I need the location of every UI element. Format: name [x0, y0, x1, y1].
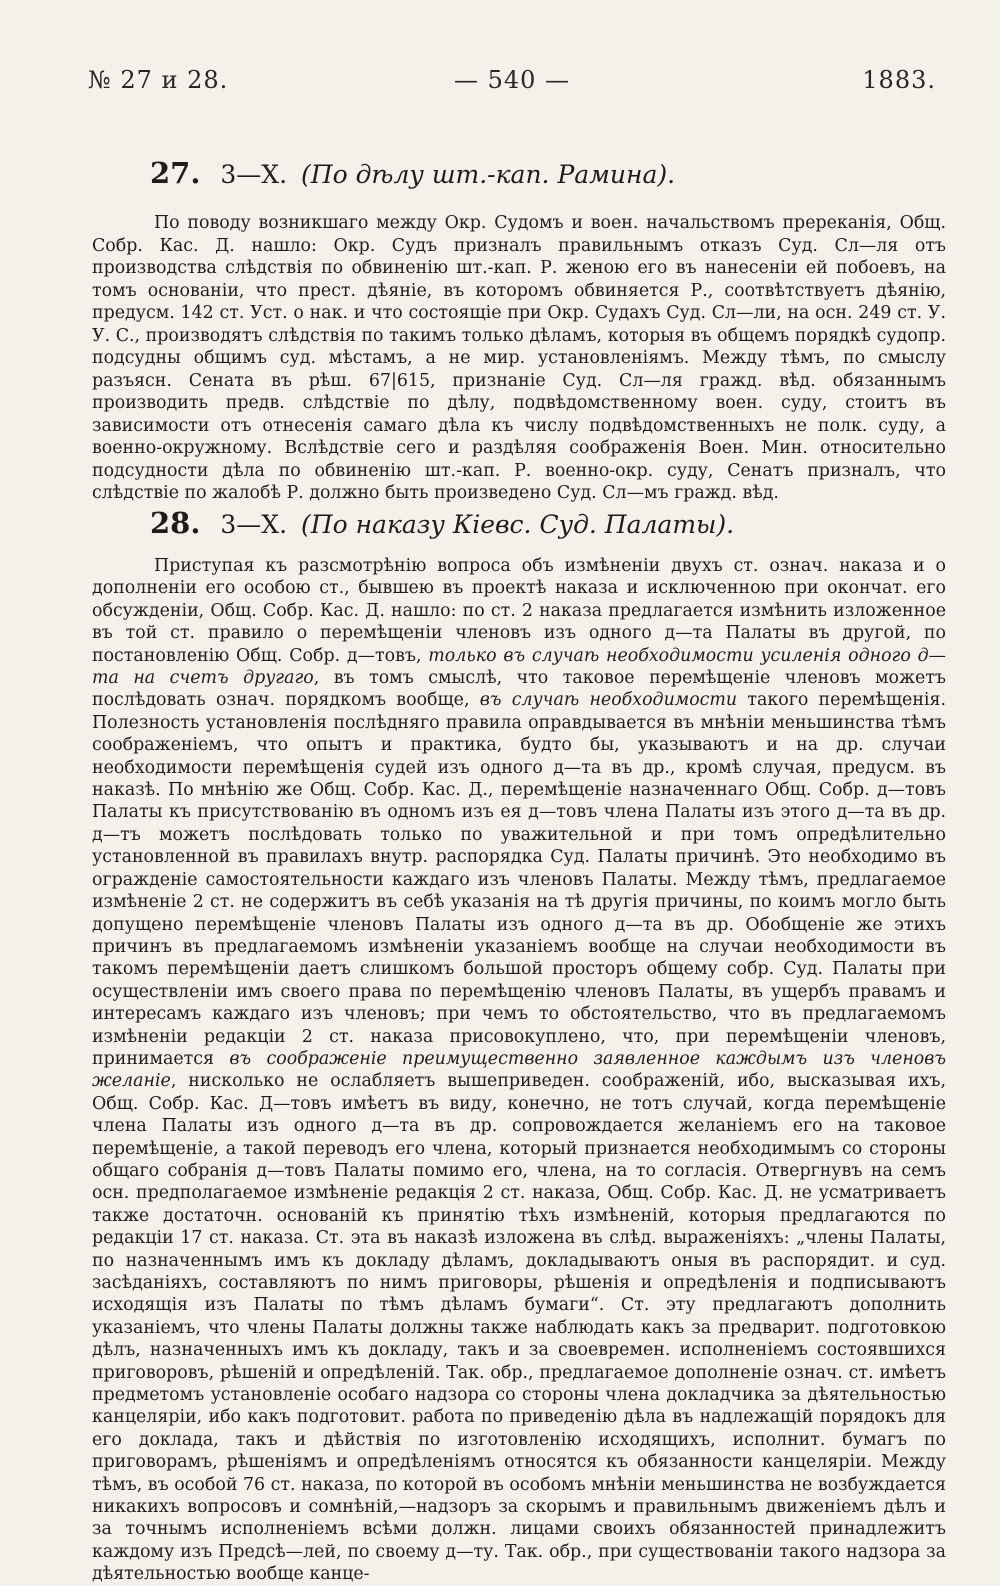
section-number: 28. — [150, 506, 201, 540]
section-caption: (По дѣлу шт.-кап. Рамина). — [301, 160, 676, 189]
emphasis-run: въ соображеніе преимущественно заявленное каждымъ изъ членовъ желаніе — [92, 1048, 946, 1092]
section-date: 3—X. — [220, 510, 288, 539]
issue-number: № 27 и 28. — [88, 66, 229, 94]
section-27-heading — [150, 158, 675, 190]
page-number: — 540 — — [453, 66, 571, 94]
section-28-heading — [150, 508, 734, 540]
running-header — [88, 66, 936, 94]
section-27-body: По поводу возникшаго между Окр. Судомъ и воен. начальствомъ пререканія, Общ. Собр. Кас. Д. нашло: Окр. Судъ призналъ правильнымъ отказъ Суд. Сл—ля отъ производства слѣдствія по обвиненію шт.-кап. Р. женою его въ нанесеніи ей побоевъ, на томъ основаніи, что прест. дѣяніе, въ которомъ обвиняется Р., соотвѣтствуетъ дѣянію, предусм. 142 ст. Уст. о нак. и что состоящіе при Окр. Судахъ Суд. Сл—ли, на осн. 249 ст. У. У. С., производятъ слѣдствія по такимъ только дѣламъ, которыя въ общемъ порядкѣ судопр. подсудны общимъ суд. мѣстамъ, а не мир. установленіямъ. Между тѣмъ, по смыслу разъясн. Сената въ рѣш. 67|615, признаніе Суд. Сл—ля гражд. вѣд. обязаннымъ производить предв. слѣдствіе по дѣлу, подвѣдомственному воен. суду, стоитъ въ зависимости отъ отнесенія самаго дѣла къ числу подвѣдомственныхъ не полк. суду, а военно-окружному. Вслѣдствіе сего и раздѣляя соображенія Воен. Мин. относительно подсудности дѣла по обвиненію шт.-кап. Р. военно-окр. суду, Сенатъ призналъ, что слѣдствіе по жалобѣ Р. должно быть произведено Суд. Сл—мъ гражд. вѣд. — [92, 213, 946, 503]
section-caption: (По наказу Кіевс. Суд. Палаты). — [301, 510, 735, 539]
text-run: , нисколько не ослабляетъ вышеприведен. соображеній, ибо, высказывая ихъ, Общ. Собр. Кас. Д—товъ имѣетъ въ виду, конечно, не тотъ случай, когда перемѣщеніе члена Палаты изъ одного д—та въ др. сопровождается желаніемъ его на таковое перемѣщеніе, а такой переводъ его члена, который признается необходимымъ со стороны общаго собранія д—товъ Палаты помимо его, члена, на то согласія. Отвергнувъ на семъ осн. предполагаемое измѣненіе редакція 2 ст. наказа, Общ. Собр. Кас. Д. не усматриваетъ также достаточн. основаній къ принятію тѣхъ измѣненій, которыя предлагаются по редакціи 17 ст. наказа. Ст. эта въ наказѣ изложена въ слѣд. выраженіяхъ: „члены Палаты, по назначеннымъ имъ къ докладу дѣламъ, докладываютъ оныя въ распорядит. и суд. засѣданіяхъ, составляютъ по нимъ приговоры, рѣшенія и опредѣленія и подписываютъ исходящія изъ Палаты по тѣмъ дѣламъ бумаги“. Ст. эту предлагаютъ дополнить указаніемъ, что члены Палаты должны также наблюдать какъ за предварит. подготовкою дѣлъ, назначенныхъ имъ къ докладу, такъ и за своевремен. исполненіемъ состоявшихся приговоровъ, рѣшеній и опредѣленій. Так. обр., предлагаемое дополненіе означ. ст. имѣетъ предметомъ установленіе особаго надзора со стороны члена докладчика за дѣятельностью канцеляріи, ибо какъ подготовит. работа по приведенію дѣла въ надлежащій порядокъ для его доклада, такъ и дѣйствія по изготовленію исходящихъ, исполнит. бумагъ по приговорамъ, рѣшеніямъ и опредѣленіямъ относятся къ обязанности канцеляріи. Между тѣмъ, въ особой 76 ст. наказа, по которой въ особомъ мнѣніи меньшинства не возбуждается никакихъ вопросовъ и сомнѣній,—надзоръ за скорымъ и правильнымъ движеніемъ дѣлъ и за точнымъ исполненіемъ всѣми должн. лицами своихъ обязанностей принадлежитъ каждому изъ Предсѣ—лей, по своему д—ту. Так. обр., при существованіи такого надзора за дѣятельностью вообще канце- — [92, 1071, 946, 1585]
year: 1883. — [862, 66, 936, 94]
text-run: , въ томъ смыслѣ, что таковое перемѣщеніе членовъ можетъ послѣдовать означ. порядкомъ вообще, — [92, 668, 947, 711]
text-run: такого перемѣщенія. Полезность установленія послѣдняго правила оправдывается въ мнѣніи меньшинства тѣмъ соображеніемъ, что опытъ и практика, будто бы, указываютъ и на др. случаи необходимости перемѣщенія судей изъ одного д—та въ др., кромѣ случая, предусм. въ наказѣ. По мнѣнію же Общ. Собр. Кас. Д., перемѣщеніе назначеннаго Общ. Собр. д—товъ Палаты къ присутствованію въ одномъ изъ ея д—товъ члена Палаты изъ этого д—та въ др. д—тъ можетъ послѣдовать только по уважительной и при томъ опредѣлительно установленной въ правилахъ внутр. распорядка Суд. Палаты причинѣ. Это необходимо въ огражденіе самостоятельности каждаго изъ членовъ Палаты. Между тѣмъ, предлагаемое измѣненіе 2 ст. не содержитъ въ себѣ указанія на тѣ другія причины, по коимъ могло быть допущено перемѣщеніе членовъ Палаты изъ одного д—та въ др. Обобщеніе же этихъ причинъ въ предлагаемомъ измѣненіи указаніемъ вообще на случаи необходимости въ такомъ перемѣщеніи даетъ слишкомъ большой просторъ общему собр. Суд. Палаты при осуществленіи имъ своего права по перемѣщенію членовъ Палаты, въ ущербъ правамъ и интересамъ каждаго изъ членовъ; при чемъ то обстоятельство, что въ предлагаемомъ измѣненіи редакціи 2 ст. наказа присовокуплено, что, при перемѣщеніи членовъ, принимается — [92, 690, 946, 1069]
section-date: 3—X. — [220, 160, 288, 189]
text-run: Приступая къ разсмотрѣнію вопроса объ измѣненіи двухъ ст. означ. наказа и о дополненіи его особою ст., бывшею въ проектѣ наказа и исключенною при окончат. его обсужденіи, Общ. Собр. Кас. Д. нашло: по ст. 2 наказа предлагается измѣнить изложенное въ той ст. правило о перемѣщеніи членовъ изъ одного д—та Палаты въ другой, по постановленію Общ. Собр. д—товъ, — [92, 556, 946, 666]
section-28-body — [92, 555, 946, 1586]
section-number: 27. — [150, 156, 201, 190]
emphasis-run: въ случаѣ необходимости — [479, 690, 738, 711]
emphasis-run: только въ случаѣ необходимости усиленія одного д—та на счетъ другаго — [92, 645, 946, 689]
